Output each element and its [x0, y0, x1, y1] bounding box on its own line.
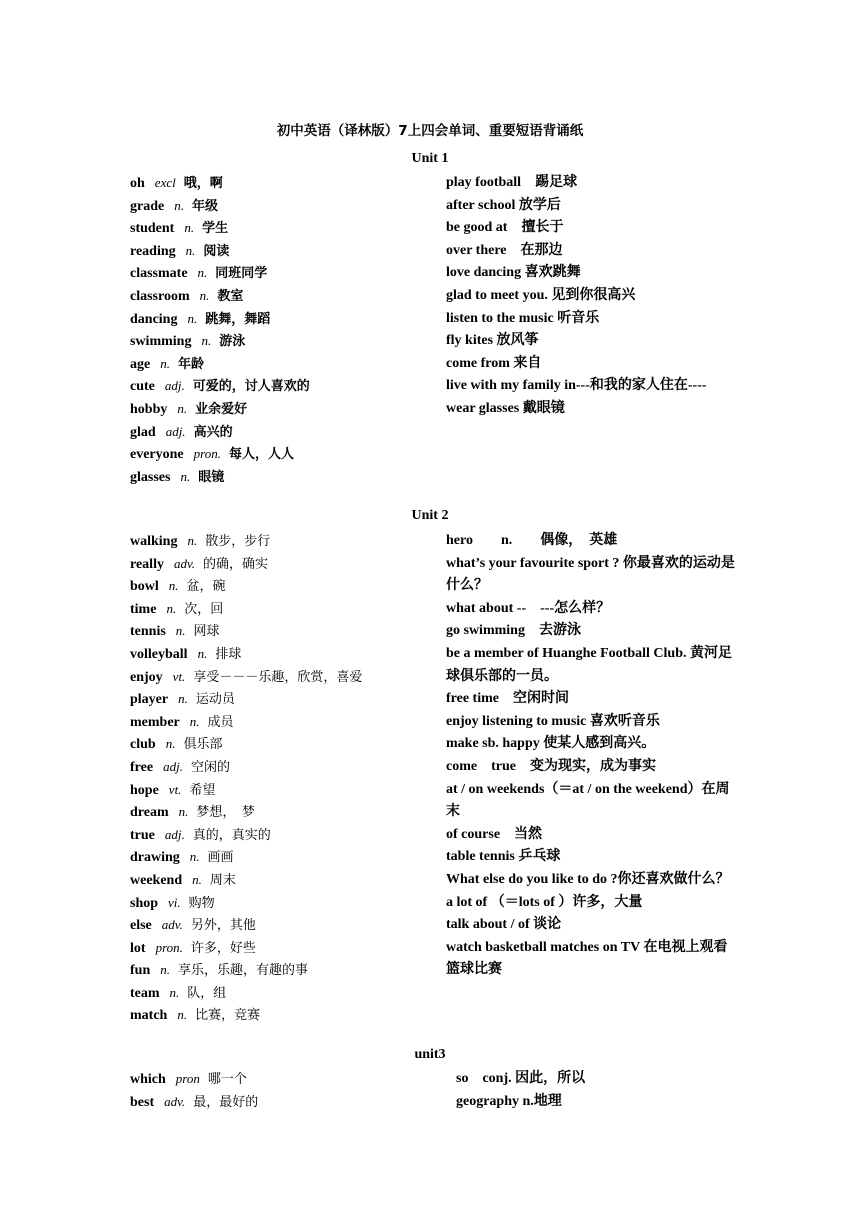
phrase-entry: wear glasses 戴眼镜	[446, 400, 565, 416]
phrase-entry: free time 空闲时间	[446, 691, 569, 707]
phrase-entry: what’s your favourite sport ? 你最喜欢的运动是什么？	[446, 555, 735, 594]
word-entry: time n. 次，回	[130, 600, 224, 617]
word-entry: weekend n. 周末	[130, 871, 236, 888]
unit-3-phrase-list	[456, 1068, 736, 1113]
phrase-entry: listen to the music 听音乐	[446, 310, 600, 326]
unit-1-phrase-list	[446, 172, 736, 421]
word-entry: team n. 队，组	[130, 984, 227, 1001]
word-entry: oh excl 哦，啊	[130, 175, 223, 191]
document-title: 初中英语（译林版）7上四会单词、重要短语背诵纸	[276, 123, 584, 139]
phrase-entry: what about -- ---怎么样？	[446, 600, 611, 616]
phrase-entry: love dancing 喜欢跳舞	[446, 265, 581, 281]
unit-2-word-list	[130, 530, 430, 1027]
word-entry: drawing n. 画画	[130, 849, 234, 866]
unit-3-word-list	[130, 1068, 430, 1113]
word-entry: student n. 学生	[130, 220, 229, 237]
word-entry: dancing n. 跳舞，舞蹈	[130, 310, 271, 327]
word-entry: else adv. 另外，其他	[130, 917, 256, 934]
word-entry: free adj. 空闲的	[130, 758, 230, 775]
word-entry: club n. 俱乐部	[130, 736, 223, 753]
phrase-entry: come from 来自	[446, 355, 542, 371]
word-entry: true adj. 真的，真实的	[130, 826, 271, 843]
phrase-entry: geography n.地理	[456, 1093, 562, 1109]
word-entry: fun n. 享乐，乐趣，有趣的事	[130, 962, 308, 979]
phrase-entry: fly kites 放风筝	[446, 333, 539, 349]
word-entry: cute adj. 可爱的，讨人喜欢的	[130, 378, 310, 395]
word-entry: hobby n. 业余爱好	[130, 400, 248, 417]
word-entry: really adv. 的确，确实	[130, 555, 269, 572]
phrase-entry: a lot of （＝lots of ）许多，大量	[446, 894, 643, 910]
phrase-entry: play football 踢足球	[446, 175, 578, 190]
phrase-entry: come true 变为现实，成为事实	[446, 758, 656, 774]
phrase-entry: table tennis 乒乓球	[446, 849, 561, 865]
word-entry: dream n. 梦想， 梦	[130, 804, 255, 821]
word-entry: glasses n. 眼镜	[130, 468, 225, 485]
phrase-entry: so conj. 因此，所以	[456, 1071, 586, 1086]
word-entry: match n. 比赛，竞赛	[130, 1007, 261, 1024]
word-entry: age n. 年龄	[130, 355, 204, 372]
phrase-entry: of course 当然	[446, 826, 543, 842]
phrase-entry: What else do you like to do ?你还喜欢做什么？	[446, 871, 730, 887]
word-entry: which pron 哪一个	[130, 1071, 247, 1087]
word-entry: grade n. 年级	[130, 197, 218, 214]
phrase-entry: at / on weekends（＝at / on the weekend）在周末	[446, 781, 730, 820]
word-entry: everyone pron. 每人，人人	[130, 446, 294, 463]
word-entry: player n. 运动员	[130, 691, 235, 708]
unit-2-heading: Unit 2	[411, 508, 449, 523]
word-entry: lot pron. 许多，好些	[130, 939, 256, 956]
phrase-entry: hero n. 偶像， 英雄	[446, 533, 618, 548]
word-entry: glad adj. 高兴的	[130, 423, 233, 440]
word-entry: tennis n. 网球	[130, 623, 220, 640]
word-entry: reading n. 阅读	[130, 242, 230, 259]
phrase-entry: after school 放学后	[446, 197, 561, 213]
phrase-entry: over there 在那边	[446, 242, 563, 258]
phrase-entry: talk about / of 谈论	[446, 917, 562, 933]
phrase-entry: live with my family in---和我的家人住在----	[446, 378, 707, 394]
phrase-entry: watch basketball matches on TV 在电视上观看篮球比赛	[446, 939, 728, 978]
phrase-entry: be good at 擅长于	[446, 220, 564, 236]
phrase-entry: enjoy listening to music 喜欢听音乐	[446, 713, 660, 729]
unit-3-heading: unit3	[414, 1047, 446, 1062]
word-entry: classroom n. 教室	[130, 287, 244, 304]
word-entry: enjoy vt. 享受－－－乐趣，欣赏，喜爱	[130, 668, 363, 685]
word-entry: walking n. 散步，步行	[130, 533, 271, 549]
unit-1-word-list	[130, 172, 420, 488]
phrase-entry: make sb. happy 使某人感到高兴。	[446, 736, 656, 752]
word-entry: classmate n. 同班同学	[130, 265, 268, 282]
word-entry: member n. 成员	[130, 713, 234, 730]
phrase-entry: glad to meet you. 见到你很高兴	[446, 287, 636, 303]
word-entry: best adv. 最，最好的	[130, 1093, 259, 1110]
word-entry: bowl n. 盆，碗	[130, 578, 226, 595]
unit-2-phrase-list	[446, 530, 736, 982]
word-entry: volleyball n. 排球	[130, 645, 242, 662]
word-entry: swimming n. 游泳	[130, 333, 246, 350]
word-entry: shop vi. 购物	[130, 894, 215, 911]
unit-1-heading: Unit 1	[411, 151, 449, 166]
phrase-entry: go swimming 去游泳	[446, 623, 581, 639]
phrase-entry: be a member of Huanghe Football Club. 黄河足球俱乐部的一员。	[446, 645, 732, 684]
word-entry: hope vt. 希望	[130, 781, 216, 798]
